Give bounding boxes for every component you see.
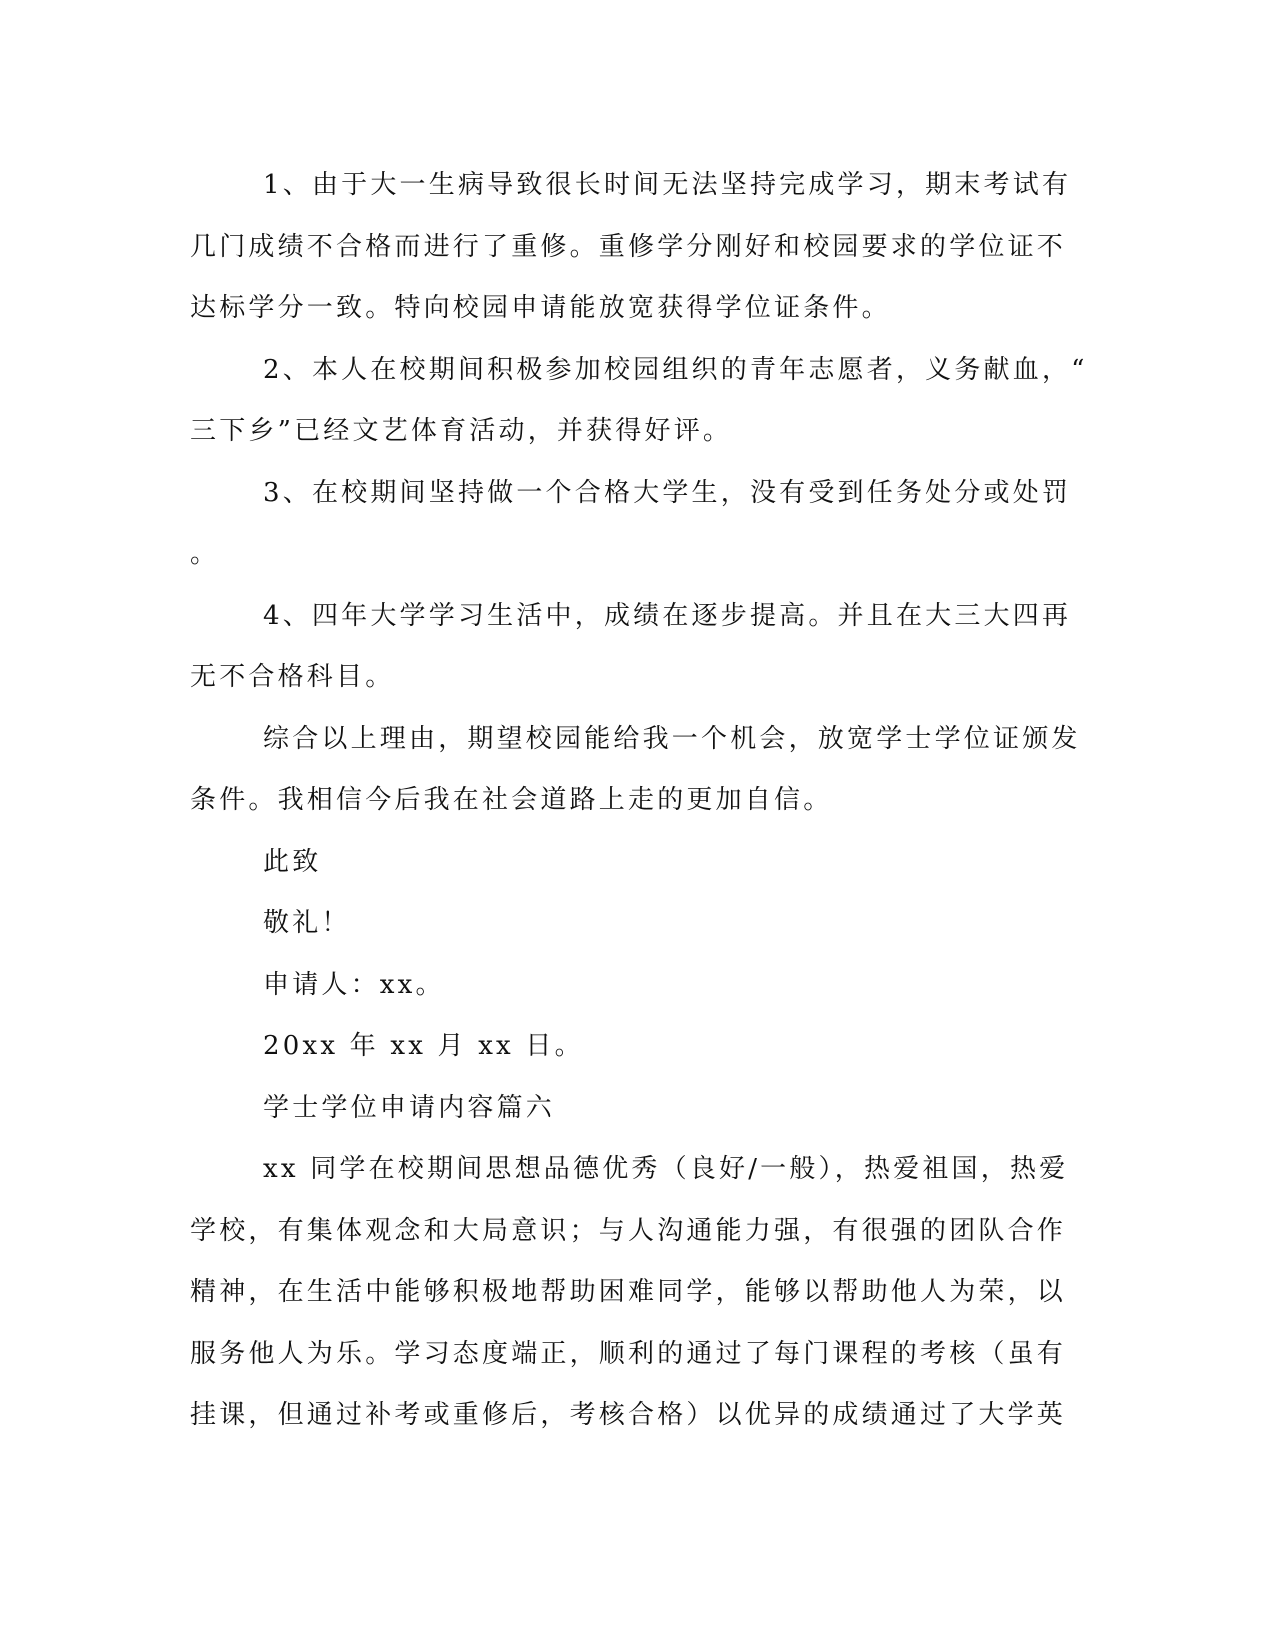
text-line: 20xx 年 xx 月 xx 日。 <box>263 1031 584 1061</box>
text-line: 学校，有集体观念和大局意识；与人沟通能力强，有很强的团队合作 <box>190 1215 1067 1246</box>
text-line: 。 <box>190 539 220 569</box>
text-line: 此致 <box>263 846 322 877</box>
text-line: 几门成绩不合格而进行了重修。重修学分刚好和校园要求的学位证不 <box>190 231 1067 262</box>
text-line: 精神，在生活中能够积极地帮助困难同学，能够以帮助他人为荣，以 <box>190 1277 1067 1307</box>
text-line: 达标学分一致。特向校园申请能放宽获得学位证条件。 <box>190 293 891 323</box>
text-line: 学士学位申请内容篇六 <box>263 1092 556 1123</box>
text-line: 1、由于大一生病导致很长时间无法坚持完成学习，期末考试有 <box>263 170 1072 200</box>
text-line: 2、本人在校期间积极参加校园组织的青年志愿者，义务献血，“ <box>263 354 1088 385</box>
text-line: 申请人：xx。 <box>263 969 445 1000</box>
text-line: xx 同学在校期间思想品德优秀（良好/一般），热爱祖国，热爱 <box>263 1154 1069 1184</box>
text-line: 4、四年大学学习生活中，成绩在逐步提高。并且在大三大四再 <box>263 600 1072 631</box>
text-line: 综合以上理由，期望校园能给我一个机会，放宽学士学位证颁发 <box>263 723 1081 754</box>
document-body <box>190 155 1088 1447</box>
text-line: 挂课，但通过补考或重修后，考核合格）以优异的成绩通过了大学英 <box>190 1400 1067 1430</box>
text-line: 服务他人为乐。学习态度端正，顺利的通过了每门课程的考核（虽有 <box>190 1338 1067 1369</box>
text-line: 敬礼！ <box>263 908 351 938</box>
text-line: 无不合格科目。 <box>190 662 395 692</box>
text-line: 3、在校期间坚持做一个合格大学生，没有受到任务处分或处罚 <box>263 477 1072 508</box>
text-line: 条件。我相信今后我在社会道路上走的更加自信。 <box>190 785 833 815</box>
text-line: 三下乡”已经文艺体育活动，并获得好评。 <box>190 416 733 446</box>
